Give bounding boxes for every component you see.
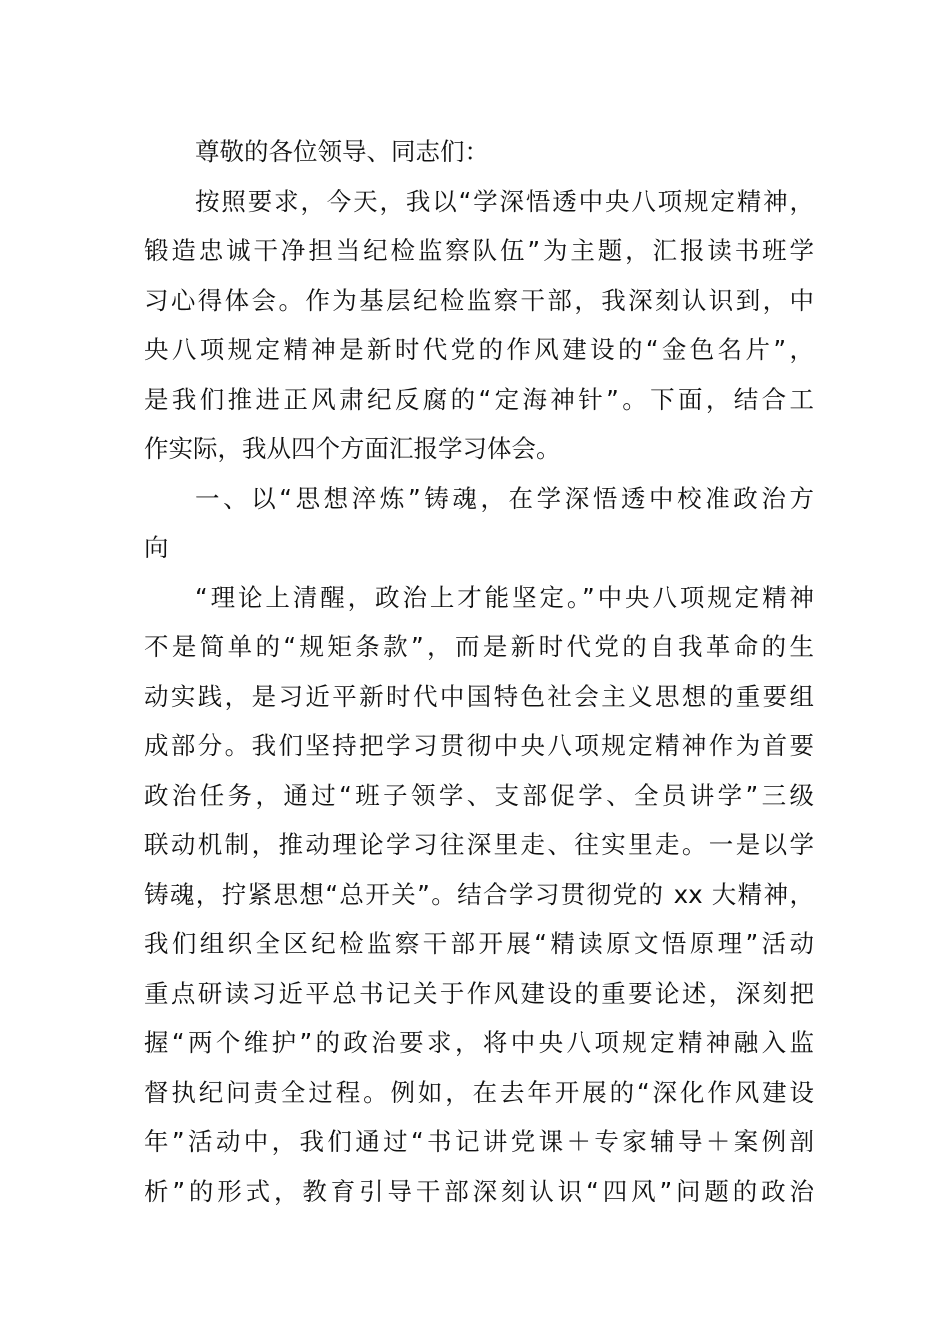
paragraph-line: 作实际，我从四个方面汇报学习体会。 [144, 434, 561, 463]
paragraph-line: 铸魂，拧紧思想“总开关”。结合学习贯彻党的 xx 大精神， [144, 879, 814, 909]
paragraph-line: 习心得体会。作为基层纪检监察干部，我深刻认识到，中 [144, 285, 814, 315]
paragraph-line: 年”活动中，我们通过“书记讲党课＋专家辅导＋案例剖 [144, 1127, 814, 1156]
paragraph-line: 锻造忠诚干净担当纪检监察队伍”为主题，汇报读书班学 [144, 236, 814, 265]
paragraph-line: 政治任务，通过“班子领学、支部促学、全员讲学”三级 [144, 780, 814, 810]
section-heading-line: 向 [144, 533, 169, 562]
paragraph-line: 析”的形式，教育引导干部深刻认识“四风”问题的政治 [144, 1176, 814, 1206]
paragraph-line: 不是简单的“规矩条款”，而是新时代党的自我革命的生 [144, 632, 814, 661]
paragraph-line: 握“两个维护”的政治要求，将中央八项规定精神融入监 [144, 1028, 814, 1057]
paragraph-line: 成部分。我们坚持把学习贯彻中央八项规定精神作为首要 [144, 731, 814, 760]
paragraph-line: 我们组织全区纪检监察干部开展“精读原文悟原理”活动 [144, 929, 814, 958]
paragraph-line: 按照要求，今天，我以“学深悟透中央八项规定精神， [195, 186, 814, 216]
paragraph-line: 联动机制，推动理论学习往深里走、往实里走。一是以学 [144, 830, 814, 859]
salutation-line: 尊敬的各位领导、同志们： [195, 137, 489, 166]
paragraph-line: 是我们推进正风肃纪反腐的“定海神针”。下面，结合工 [144, 384, 814, 414]
paragraph-line: 动实践，是习近平新时代中国特色社会主义思想的重要组 [144, 681, 814, 711]
paragraph-line: “理论上清醒，政治上才能坚定。”中央八项规定精神 [195, 582, 814, 612]
paragraph-line: 督执纪问责全过程。例如，在去年开展的“深化作风建设 [144, 1077, 814, 1107]
section-heading-line: 一、以“思想淬炼”铸魂，在学深悟透中校准政治方 [195, 483, 814, 513]
paragraph-line: 央八项规定精神是新时代党的作风建设的“金色名片”， [144, 335, 814, 364]
paragraph-line: 重点研读习近平总书记关于作风建设的重要论述，深刻把 [144, 978, 814, 1008]
document-body [144, 127, 814, 1216]
